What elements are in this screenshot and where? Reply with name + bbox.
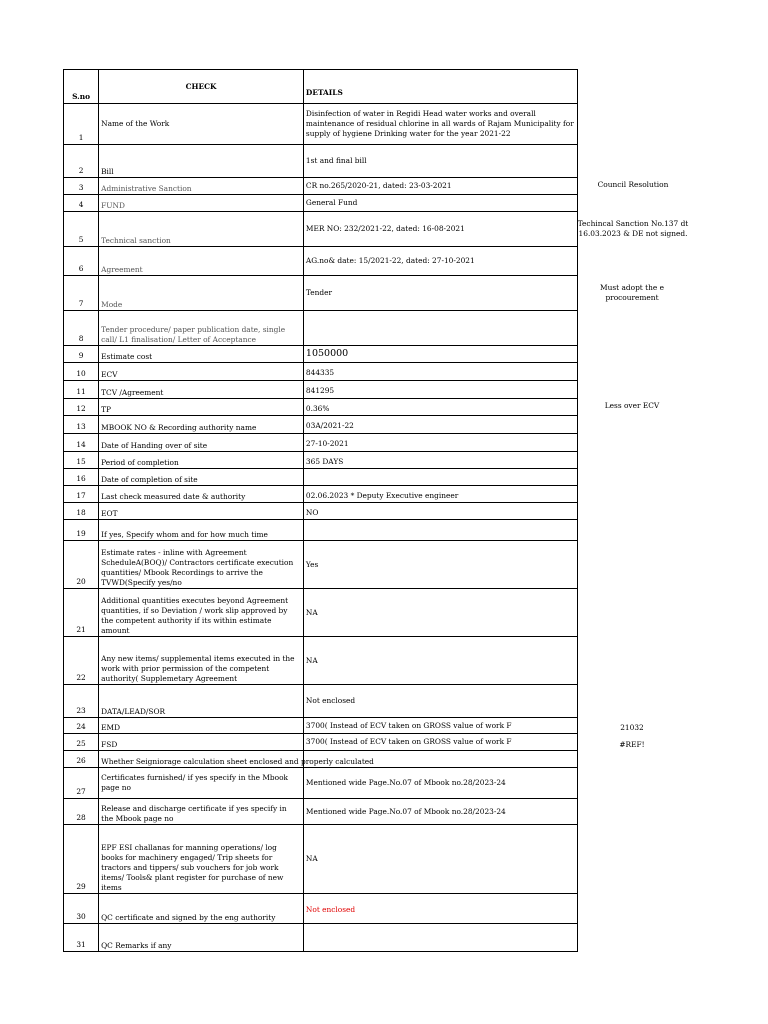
note-fsd-value: #REF! — [619, 740, 645, 749]
row-sno: 5 — [64, 212, 99, 247]
row-sno: 29 — [64, 825, 99, 894]
row-details: 1050000 — [303, 346, 577, 363]
row-details — [303, 520, 577, 541]
row-check: Estimate rates - inline with Agreement ScheduleA(BOQ)/ Contractors certificate execution quantities/ Mbook Recordings to arrive the TVWD(Specify yes/no — [99, 541, 304, 589]
table-row — [64, 416, 578, 434]
row-sno: 8 — [64, 311, 99, 346]
table-row — [64, 924, 578, 952]
row-sno: 20 — [64, 541, 99, 589]
row-check: Technical sanction — [99, 212, 304, 247]
note-e-procurement: Must adopt the e procourement — [600, 283, 664, 302]
table-row — [64, 734, 578, 751]
row-details: Mentioned wide Page.No.07 of Mbook no.28/2023-24 — [303, 768, 577, 799]
header-details: DETAILS — [303, 70, 577, 104]
row-details: 365 DAYS — [303, 452, 577, 469]
row-details: Yes — [303, 541, 577, 589]
row-check: EMD — [99, 718, 304, 734]
row-check: Administrative Sanction — [99, 178, 304, 195]
table-row — [64, 637, 578, 685]
table-row — [64, 346, 578, 363]
row-details: NA — [303, 825, 577, 894]
row-sno: 22 — [64, 637, 99, 685]
row-details: Disinfection of water in Regidi Head water works and overall maintenance of residual chlorine in all wards of Rajam Municipality for supply of hygiene Drinking water for the year 2021-22 — [303, 104, 577, 145]
row-check: MBOOK NO & Recording authority name — [99, 416, 304, 434]
table-row — [64, 469, 578, 486]
row-sno: 14 — [64, 434, 99, 452]
row-details: Mentioned wide Page.No.07 of Mbook no.28/2023-24 — [303, 799, 577, 825]
row-sno: 26 — [64, 751, 99, 768]
row-details: 3700( Instead of ECV taken on GROSS value of work F — [303, 718, 577, 734]
table-row — [64, 718, 578, 734]
row-check: FUND — [99, 195, 304, 212]
row-sno: 9 — [64, 346, 99, 363]
row-sno: 17 — [64, 486, 99, 503]
row-details: 1st and final bill — [303, 145, 577, 178]
row-details — [303, 469, 577, 486]
note-emd-value: 21032 — [620, 723, 644, 732]
row-check: Name of the Work — [99, 104, 304, 145]
note-technical-sanction: Techincal Sanction No.137 dt 16.03.2023 & DE not signed. — [577, 219, 689, 238]
row-check: Any new items/ supplemental items executed in the work with prior permission of the competent authority( Supplemetary Agreement — [99, 637, 304, 685]
table-row — [64, 363, 578, 381]
table-row — [64, 541, 578, 589]
row-details: General Fund — [303, 195, 577, 212]
table-row — [64, 486, 578, 503]
row-sno: 1 — [64, 104, 99, 145]
note-council-resolution: Council Resolution — [597, 180, 669, 189]
row-sno: 19 — [64, 520, 99, 541]
table-row — [64, 381, 578, 399]
row-check: DATA/LEAD/SOR — [99, 685, 304, 718]
row-sno: 31 — [64, 924, 99, 952]
table-row — [64, 894, 578, 924]
checklist-table — [63, 69, 578, 952]
row-check: QC certificate and signed by the eng authority — [99, 894, 304, 924]
row-check: Last check measured date & authority — [99, 486, 304, 503]
table-row — [64, 212, 578, 247]
row-check: Period of completion — [99, 452, 304, 469]
row-details: 844335 — [303, 363, 577, 381]
row-check: TP — [99, 399, 304, 416]
table-row — [64, 104, 578, 145]
row-sno: 16 — [64, 469, 99, 486]
row-sno: 6 — [64, 247, 99, 276]
row-sno: 10 — [64, 363, 99, 381]
row-sno: 21 — [64, 589, 99, 637]
row-check: ECV — [99, 363, 304, 381]
table-row — [64, 589, 578, 637]
row-check: QC Remarks if any — [99, 924, 304, 952]
row-check: TCV /Agreement — [99, 381, 304, 399]
row-details: 0.36% — [303, 399, 577, 416]
row-check: Agreement — [99, 247, 304, 276]
row-details: MER NO: 232/2021-22, dated: 16-08-2021 — [303, 212, 577, 247]
row-details: 27-10-2021 — [303, 434, 577, 452]
table-row — [64, 751, 578, 768]
row-sno: 27 — [64, 768, 99, 799]
row-check: EOT — [99, 503, 304, 520]
table-row — [64, 145, 578, 178]
header-check: CHECK — [99, 70, 304, 104]
row-sno: 3 — [64, 178, 99, 195]
table-row — [64, 247, 578, 276]
row-check: Certificates furnished/ if yes specify in the Mbook page no — [99, 768, 304, 799]
row-details: AG.no& date: 15/2021-22, dated: 27-10-2021 — [303, 247, 577, 276]
row-details — [303, 311, 577, 346]
row-details: Not enclosed — [303, 894, 577, 924]
row-check: Date of completion of site — [99, 469, 304, 486]
table-row — [64, 434, 578, 452]
row-details: 841295 — [303, 381, 577, 399]
row-sno: 23 — [64, 685, 99, 718]
row-check: Mode — [99, 276, 304, 311]
table-row — [64, 520, 578, 541]
note-less-over-ecv: Less over ECV — [604, 401, 660, 410]
table-row — [64, 452, 578, 469]
row-sno: 2 — [64, 145, 99, 178]
row-sno: 4 — [64, 195, 99, 212]
table-row — [64, 503, 578, 520]
row-check: Date of Handing over of site — [99, 434, 304, 452]
row-details: 3700( Instead of ECV taken on GROSS value of work F — [303, 734, 577, 751]
row-sno: 7 — [64, 276, 99, 311]
table-row — [64, 799, 578, 825]
row-details: 03A/2021-22 — [303, 416, 577, 434]
row-details — [303, 924, 577, 952]
table-row — [64, 399, 578, 416]
row-details: NA — [303, 637, 577, 685]
row-sno: 15 — [64, 452, 99, 469]
table-row — [64, 311, 578, 346]
row-check: Bill — [99, 145, 304, 178]
row-sno: 12 — [64, 399, 99, 416]
row-check: Additional quantities executes beyond Agreement quantities, if so Deviation / work slip approved by the competent authority if its within estimate amount — [99, 589, 304, 637]
row-check: Whether Seigniorage calculation sheet enclosed and properly calculated — [99, 751, 304, 768]
table-row — [64, 825, 578, 894]
row-sno: 11 — [64, 381, 99, 399]
header-row — [64, 70, 578, 104]
row-sno: 28 — [64, 799, 99, 825]
row-details: 02.06.2023 * Deputy Executive engineer — [303, 486, 577, 503]
row-details: NA — [303, 589, 577, 637]
row-sno: 13 — [64, 416, 99, 434]
row-sno: 30 — [64, 894, 99, 924]
row-check: EPF ESI challanas for manning operations/ log books for machinery engaged/ Trip sheets for tractors and tippers/ sub vouchers for job work items/ Tools& plant register for purchase of new items — [99, 825, 304, 894]
row-check: Release and discharge certificate if yes specify in the Mbook page no — [99, 799, 304, 825]
row-sno: 25 — [64, 734, 99, 751]
header-sno: S.no — [64, 70, 99, 104]
row-check: If yes, Specify whom and for how much time — [99, 520, 304, 541]
table-row — [64, 178, 578, 195]
row-check: FSD — [99, 734, 304, 751]
row-check: Tender procedure/ paper publication date, single call/ L1 finalisation/ Letter of Acceptance — [99, 311, 304, 346]
table-row — [64, 768, 578, 799]
table-row — [64, 276, 578, 311]
row-details: CR no.265/2020-21, dated: 23-03-2021 — [303, 178, 577, 195]
row-sno: 18 — [64, 503, 99, 520]
row-sno: 24 — [64, 718, 99, 734]
table-row — [64, 685, 578, 718]
row-check: Estimate cost — [99, 346, 304, 363]
table-row — [64, 195, 578, 212]
row-details: Not enclosed — [303, 685, 577, 718]
row-details: NO — [303, 503, 577, 520]
row-details: Tender — [303, 276, 577, 311]
